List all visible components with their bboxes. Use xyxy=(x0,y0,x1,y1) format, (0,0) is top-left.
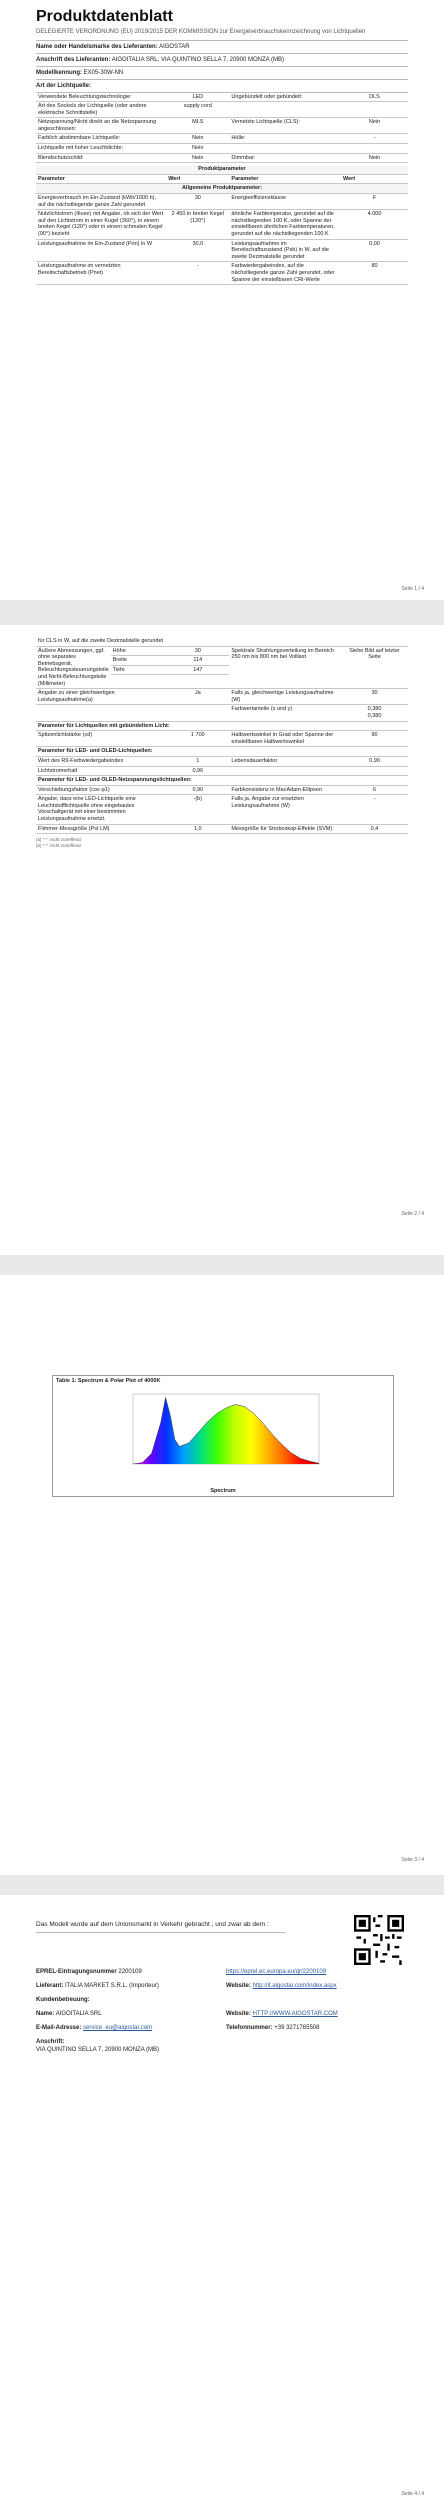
model-row: Modellkennung: EX05-30W-NN xyxy=(36,67,408,80)
dims-label: Äußere Abmessungen, ggf. ohne separates Betriebsgerät, Beleuchtungssteuerungsteile und Nicht-Beleuchtungsteile (Millimeter) Höhe Breite Tiefe xyxy=(36,646,166,689)
type-cell xyxy=(229,102,341,118)
website-link[interactable]: http://it.aigostar.com/index.aspx xyxy=(252,1983,337,1989)
type-cell xyxy=(229,144,341,154)
address-row: Anschrift: VIA QUINTINO SELLA 7, 20900 MONZA (MB) xyxy=(36,2039,160,2053)
chroma-value: 0,380 0,380 xyxy=(341,705,408,721)
maint-value: 0,96 xyxy=(166,766,229,776)
eprel-link[interactable]: https://eprel.ec.europa.eu/qr/2200109 xyxy=(226,1969,327,1975)
claim-value: -(b) xyxy=(166,795,229,824)
figure-caption: Spectrum xyxy=(210,1488,236,1494)
continuation-table xyxy=(36,637,408,834)
param-cell: 30,0 xyxy=(166,239,229,262)
type-table xyxy=(36,93,408,164)
spectrum-figure xyxy=(52,1375,394,1497)
type-cell: Nein xyxy=(166,134,229,144)
support-name-row: Name: AIGOITALIA SRL Website: HTTP://WWW.AIGOSTAR.COM xyxy=(36,2011,338,2017)
param-cell: 0,00 xyxy=(341,239,408,262)
type-cell xyxy=(341,144,408,154)
type-row xyxy=(36,134,408,144)
dim-value: 147 xyxy=(166,665,229,675)
supplier-address-row: Anschrift des Lieferanten: AIGOITALIA SRL, VIA QUINTINO SELLA 7, 20900 MONZA (MB) xyxy=(36,54,408,67)
page-2 xyxy=(0,625,444,1255)
claim-label: Angabe, dass eine LED-Lichtquelle eine Leuchtstofflichtquelle ohne eingebautes Vorschaltgerät mit einer bestimmten Leistungsaufnahme ersetzt. xyxy=(36,795,166,824)
flicker-label: Flimmer-Messgröße (Pst LM) xyxy=(36,824,166,834)
beam-label: Halbwertswinkel in Grad oder Spanne der einstellbaren Halbwertswinkel xyxy=(229,731,341,747)
param-cell: Energieeffizienzklasse xyxy=(229,194,341,210)
flicker-value: 1,0 xyxy=(166,824,229,834)
equiv-label: Angabe zu einer gleichwertigen Leistungsaufnahme(a) xyxy=(36,689,166,705)
param-cell: Leistungsaufnahme im Bereitschaftszustand (Psb) in W, auf die zweite Dezimalstelle gerundet xyxy=(229,239,341,262)
type-cell: - xyxy=(341,134,408,144)
spectral-label: Spektrale Strahlungsverteilung im Bereich 250 nm bis 800 nm bei Volllast xyxy=(229,646,341,689)
maint-label: Lichtstromerhalt xyxy=(36,766,166,776)
type-cell: Blendschutzschild: xyxy=(36,153,166,163)
cos-value: 0,90 xyxy=(166,785,229,795)
equiv-value: Ja xyxy=(166,689,229,705)
market-intro: Das Modell wurde auf dem Unionsmarkt in Verkehr gebracht , und zwar ab dem : xyxy=(36,1921,286,1933)
peak-label: Spitzenlichtstärke (cd) xyxy=(36,731,166,747)
claim-watt-value: - xyxy=(341,795,408,824)
type-cell: Lichtquelle mit hoher Leuchtdichte: xyxy=(36,144,166,154)
type-cell: Nein xyxy=(341,153,408,163)
type-row xyxy=(36,153,408,163)
param-cell: Farbwiedergabeindex, auf die nächstliegende ganze Zahl gerundet, oder Spanne der einstellbaren CRI-Werte xyxy=(229,262,341,285)
param-cell: ähnliche Farbtemperatur, gerundet auf die nächstliegenden 100 K, oder Spanne der einstellbaren ähnlichen Farbtemperaturen, gerundet auf die nächstliegenden 100 K xyxy=(229,210,341,239)
type-row xyxy=(36,144,408,154)
mains-title: Parameter für LED- und OLED-Netzspannungslichtquellen: xyxy=(36,776,408,786)
col-param-header-2: Parameter xyxy=(229,174,341,184)
param-cell: 4.000 xyxy=(341,210,408,239)
page-number: Seite 3 / 4 xyxy=(401,1857,424,1863)
qr-code-icon xyxy=(354,1915,404,1965)
figure-title: Table 1: Spectrum & Polar Plot of 4000K xyxy=(56,1378,161,1384)
page-number: Seite 1 / 4 xyxy=(401,586,424,592)
type-row xyxy=(36,102,408,118)
strobo-label: Messgröße für Stroboskop-Effekte (SVM) xyxy=(229,824,341,834)
col-param-header: Parameter xyxy=(36,174,166,184)
type-cell: LED xyxy=(166,93,229,102)
equiv-watt-value: 30 xyxy=(341,689,408,705)
col-value-header-2: Wert xyxy=(341,174,408,184)
type-cell: Art des Sockels der Lichtquelle (oder andere elektrische Schnittstelle) xyxy=(36,102,166,118)
type-row xyxy=(36,93,408,102)
directional-title: Parameter für Lichtquellen mit gebündeltem Licht: xyxy=(36,721,408,731)
type-cell: Nein xyxy=(341,118,408,134)
param-row xyxy=(36,239,408,262)
dim-value: 114 xyxy=(166,656,229,666)
r9-value: 1 xyxy=(166,756,229,766)
cos-label: Verschiebungsfaktor (cos φ1) xyxy=(36,785,166,795)
supplier-row: Lieferant: ITALIA MARKET S.R.L. (Importeur) Website: http://it.aigostar.com/index.aspx xyxy=(36,1983,337,1989)
cont-text: für CLS in W, auf die zweite Dezimalstelle gerundet xyxy=(36,637,166,646)
page-3 xyxy=(0,1275,444,1875)
page-title: Produktdatenblatt xyxy=(36,8,173,25)
param-row xyxy=(36,194,408,210)
params-section-title: Produktparameter xyxy=(36,165,408,174)
param-cell: 80 xyxy=(341,262,408,285)
general-params-title: Allgemeine Produktparameter: xyxy=(36,184,408,194)
page-number: Seite 2 / 4 xyxy=(401,1211,424,1217)
life-value: 0,90 xyxy=(341,756,408,766)
param-cell: 2 450 in breiter Kegel (120°) xyxy=(166,210,229,239)
equiv-watt-label: Falls ja, gleichwertige Leistungsaufnahme (W) xyxy=(229,689,341,705)
beam-value: 90 xyxy=(341,731,408,747)
type-cell: supply cord xyxy=(166,102,229,118)
dim-label: Tiefe xyxy=(111,665,167,675)
type-cell: Verwendete Beleuchtungstechnologie: xyxy=(36,93,166,102)
param-cell: Leistungsaufnahme im Ein-Zustand (Pon) in W xyxy=(36,239,166,262)
strobo-value: 0,4 xyxy=(341,824,408,834)
type-cell: Farblich abstimmbare Lichtquelle: xyxy=(36,134,166,144)
param-row xyxy=(36,262,408,285)
param-cell: Energieverbrauch im Ein-Zustand (kWh/1000 h), auf die nächstliegende ganze Zahl gerundet xyxy=(36,194,166,210)
supplier-name-row: Name oder Handelsmarke des Lieferanten: AIGOSTAR xyxy=(36,41,408,54)
type-cell: Nein xyxy=(166,144,229,154)
param-cell: Nutzlichtstrom (Φuse) mit Angabe, ob sich der Wert auf den Lichtstrom in einer Kugel (360°), in einem breiten Kegel (120°) oder in einem schmalen Kegel (90°) bezieht xyxy=(36,210,166,239)
spectrum-chart xyxy=(123,1390,323,1472)
r9-label: Wert des R9-Farbwiedergabeindex xyxy=(36,756,166,766)
param-row xyxy=(36,210,408,239)
type-cell: MLS xyxy=(166,118,229,134)
param-cell: Leistungsaufnahme im vernetzten Bereitschaftsbetrieb (Pnet) xyxy=(36,262,166,285)
footnote-b: (b) "-": nicht zutreffend. xyxy=(36,843,82,849)
chroma-label: Farbwertanteile (x und y) xyxy=(229,705,341,721)
type-cell: Ungebündelt oder gebündelt: xyxy=(229,93,341,102)
type-cell: Nein xyxy=(166,153,229,163)
param-cell: - xyxy=(166,262,229,285)
type-cell: Dimmbar: xyxy=(229,153,341,163)
type-row xyxy=(36,118,408,134)
dim-value: 30 xyxy=(166,647,229,656)
footnote-a: (a) "-": nicht zutreffend; xyxy=(36,837,82,843)
eprel-row: EPREL-Eintragungsnummer 2200109 https://eprel.ec.europa.eu/qr/2200109 xyxy=(36,1969,327,1975)
type-label: Art der Lichtquelle: xyxy=(36,80,408,93)
subtitle: DELEGIERTE VERORDNUNG (EU) 2019/2015 DER KOMMISSION zur Energieverbrauchskennzeichnung von Lichtquellen xyxy=(36,29,408,41)
type-cell xyxy=(341,102,408,118)
type-cell: Hülle: xyxy=(229,134,341,144)
page-1 xyxy=(0,0,444,600)
claim-watt-label: Falls ja, Angabe zur ersetzten Leistungsaufnahme (W) xyxy=(229,795,341,824)
led-title: Parameter für LED- und OLED-Lichtquellen: xyxy=(36,747,408,757)
support-website-link[interactable]: HTTP://WWW.AIGOSTAR.COM xyxy=(252,2011,338,2017)
page-number: Seite 4 / 4 xyxy=(401,2491,424,2497)
dim-label: Breite xyxy=(111,656,167,666)
param-cell: F xyxy=(341,194,408,210)
contact-row: E-Mail-Adresse: service_eu@aigostar.com Telefonnummer: +39 3271765508 xyxy=(36,2025,320,2031)
page-4 xyxy=(0,1895,444,2510)
param-cell: 30 xyxy=(166,194,229,210)
type-cell: Netzspannung/Nicht direkt an die Netzspannung angeschlossen: xyxy=(36,118,166,134)
dim-label: Höhe xyxy=(111,647,167,656)
life-label: Lebensdauerfaktor xyxy=(229,756,341,766)
macadam-label: Farbkonsistenz in MacAdam-Ellipsen xyxy=(229,785,341,795)
email-link[interactable]: service_eu@aigostar.com xyxy=(83,2025,153,2031)
peak-value: 1 700 xyxy=(166,731,229,747)
spectral-value: Siehe Bild auf letzter Seite xyxy=(341,646,408,689)
type-cell: Vernetzte Lichtquelle (CLS): xyxy=(229,118,341,134)
col-value-header: Wert xyxy=(166,174,229,184)
type-cell: DLS xyxy=(341,93,408,102)
support-title-row: Kundenbetreuung: xyxy=(36,1997,90,2003)
macadam-value: 6 xyxy=(341,785,408,795)
params-table xyxy=(36,165,408,285)
